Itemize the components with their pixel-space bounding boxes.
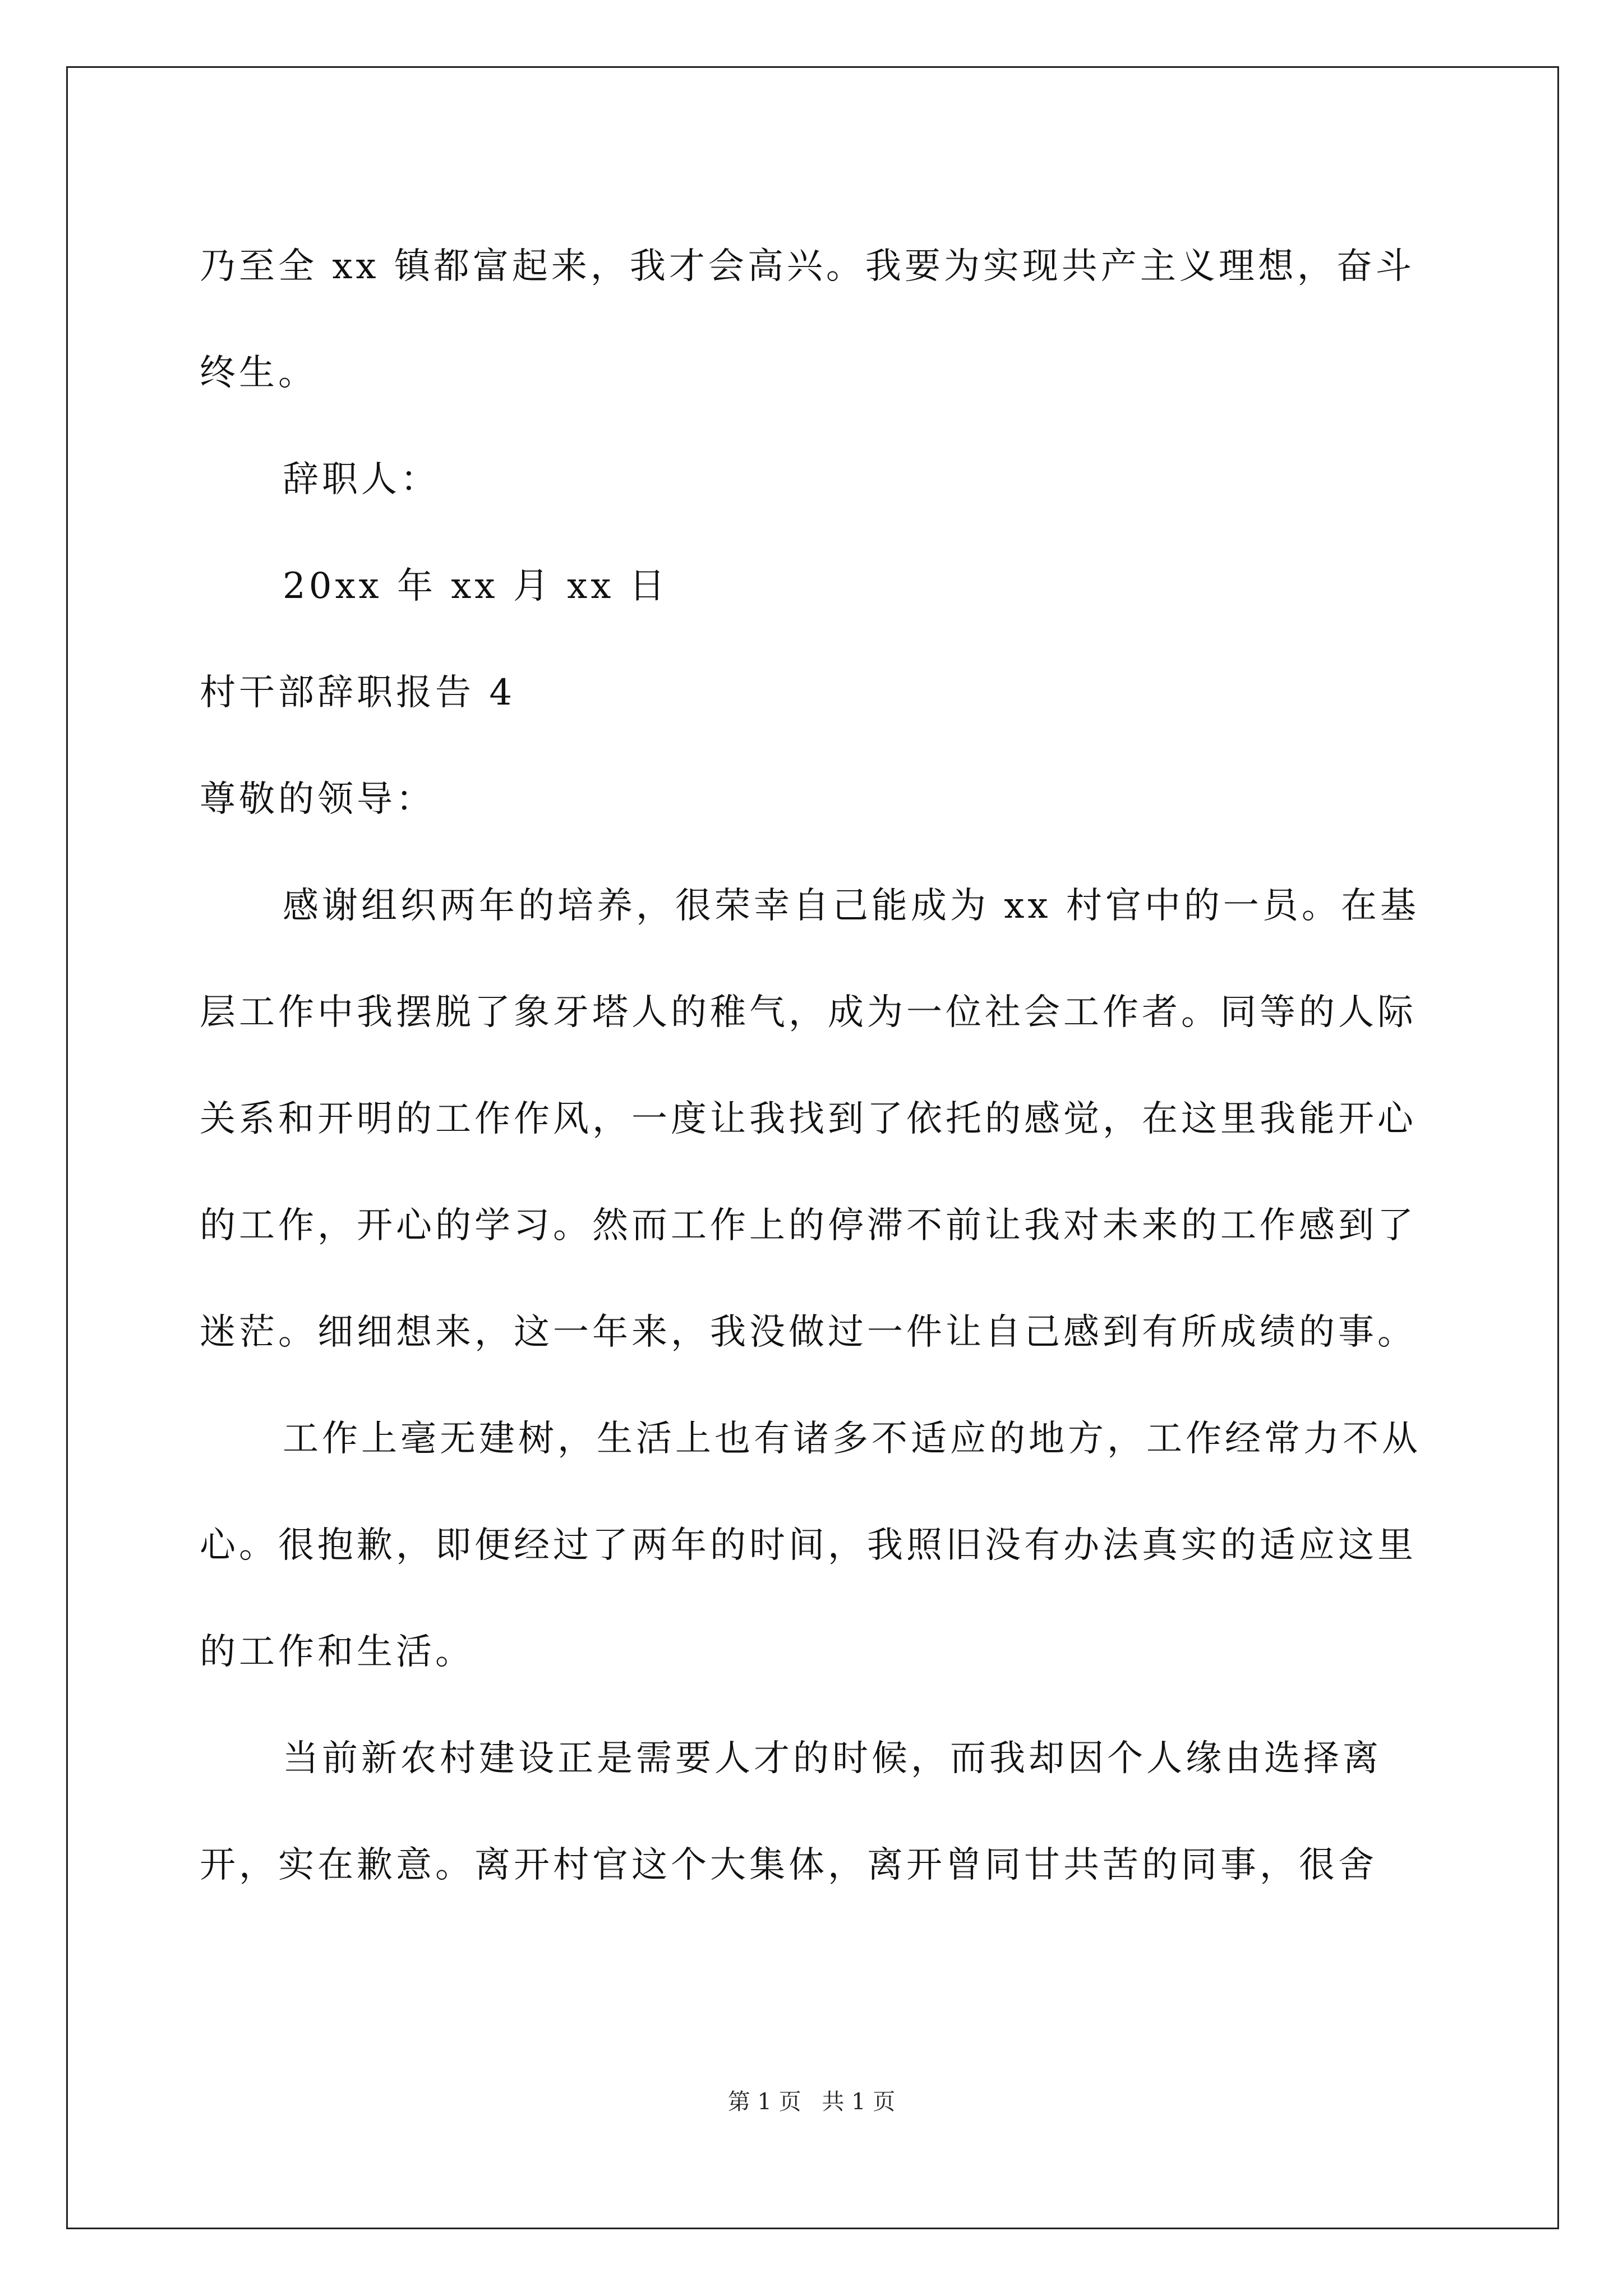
page-total: 共 1 页	[822, 2089, 896, 2115]
date-line: 20xx 年 xx 月 xx 日	[283, 565, 668, 607]
salutation: 尊敬的领导：	[200, 779, 435, 820]
section-title: 村干部辞职报告 4	[200, 672, 516, 714]
paragraph-departure: 当前新农村建设正是需要人才的时候，而我却因个人缘由选择离开，实在歉意。离开村官这个大集体，离开曾同甘共苦的同事，很舍	[200, 1738, 1382, 1886]
document-body	[200, 213, 1433, 1918]
page-footer	[0, 2088, 1623, 2116]
paragraph-gratitude: 感谢组织两年的培养，很荣幸自己能成为 xx 村官中的一员。在基层工作中我摆脱了象牙塔人的稚气，成为一位社会工作者。同等的人际关系和开明的工作作风，一度让我找到了依托的感觉，在这里我能开心的工作，开心的学习。然而工作上的停滞不前让我对未来的工作感到了迷茫。细细想来，这一年来，我没做过一件让自己感到有所成绩的事。	[200, 885, 1419, 1353]
page-number: 第 1 页	[727, 2089, 801, 2115]
paragraph-closing: 乃至全 xx 镇都富起来，我才会高兴。我要为实现共产主义理想，奋斗终生。	[200, 246, 1415, 394]
paragraph-difficulties: 工作上毫无建树，生活上也有诸多不适应的地方，工作经常力不从心。很抱歉，即便经过了两年的时间，我照旧没有办法真实的适应这里的工作和生活。	[200, 1418, 1421, 1673]
resigner-label: 辞职人：	[283, 459, 440, 500]
